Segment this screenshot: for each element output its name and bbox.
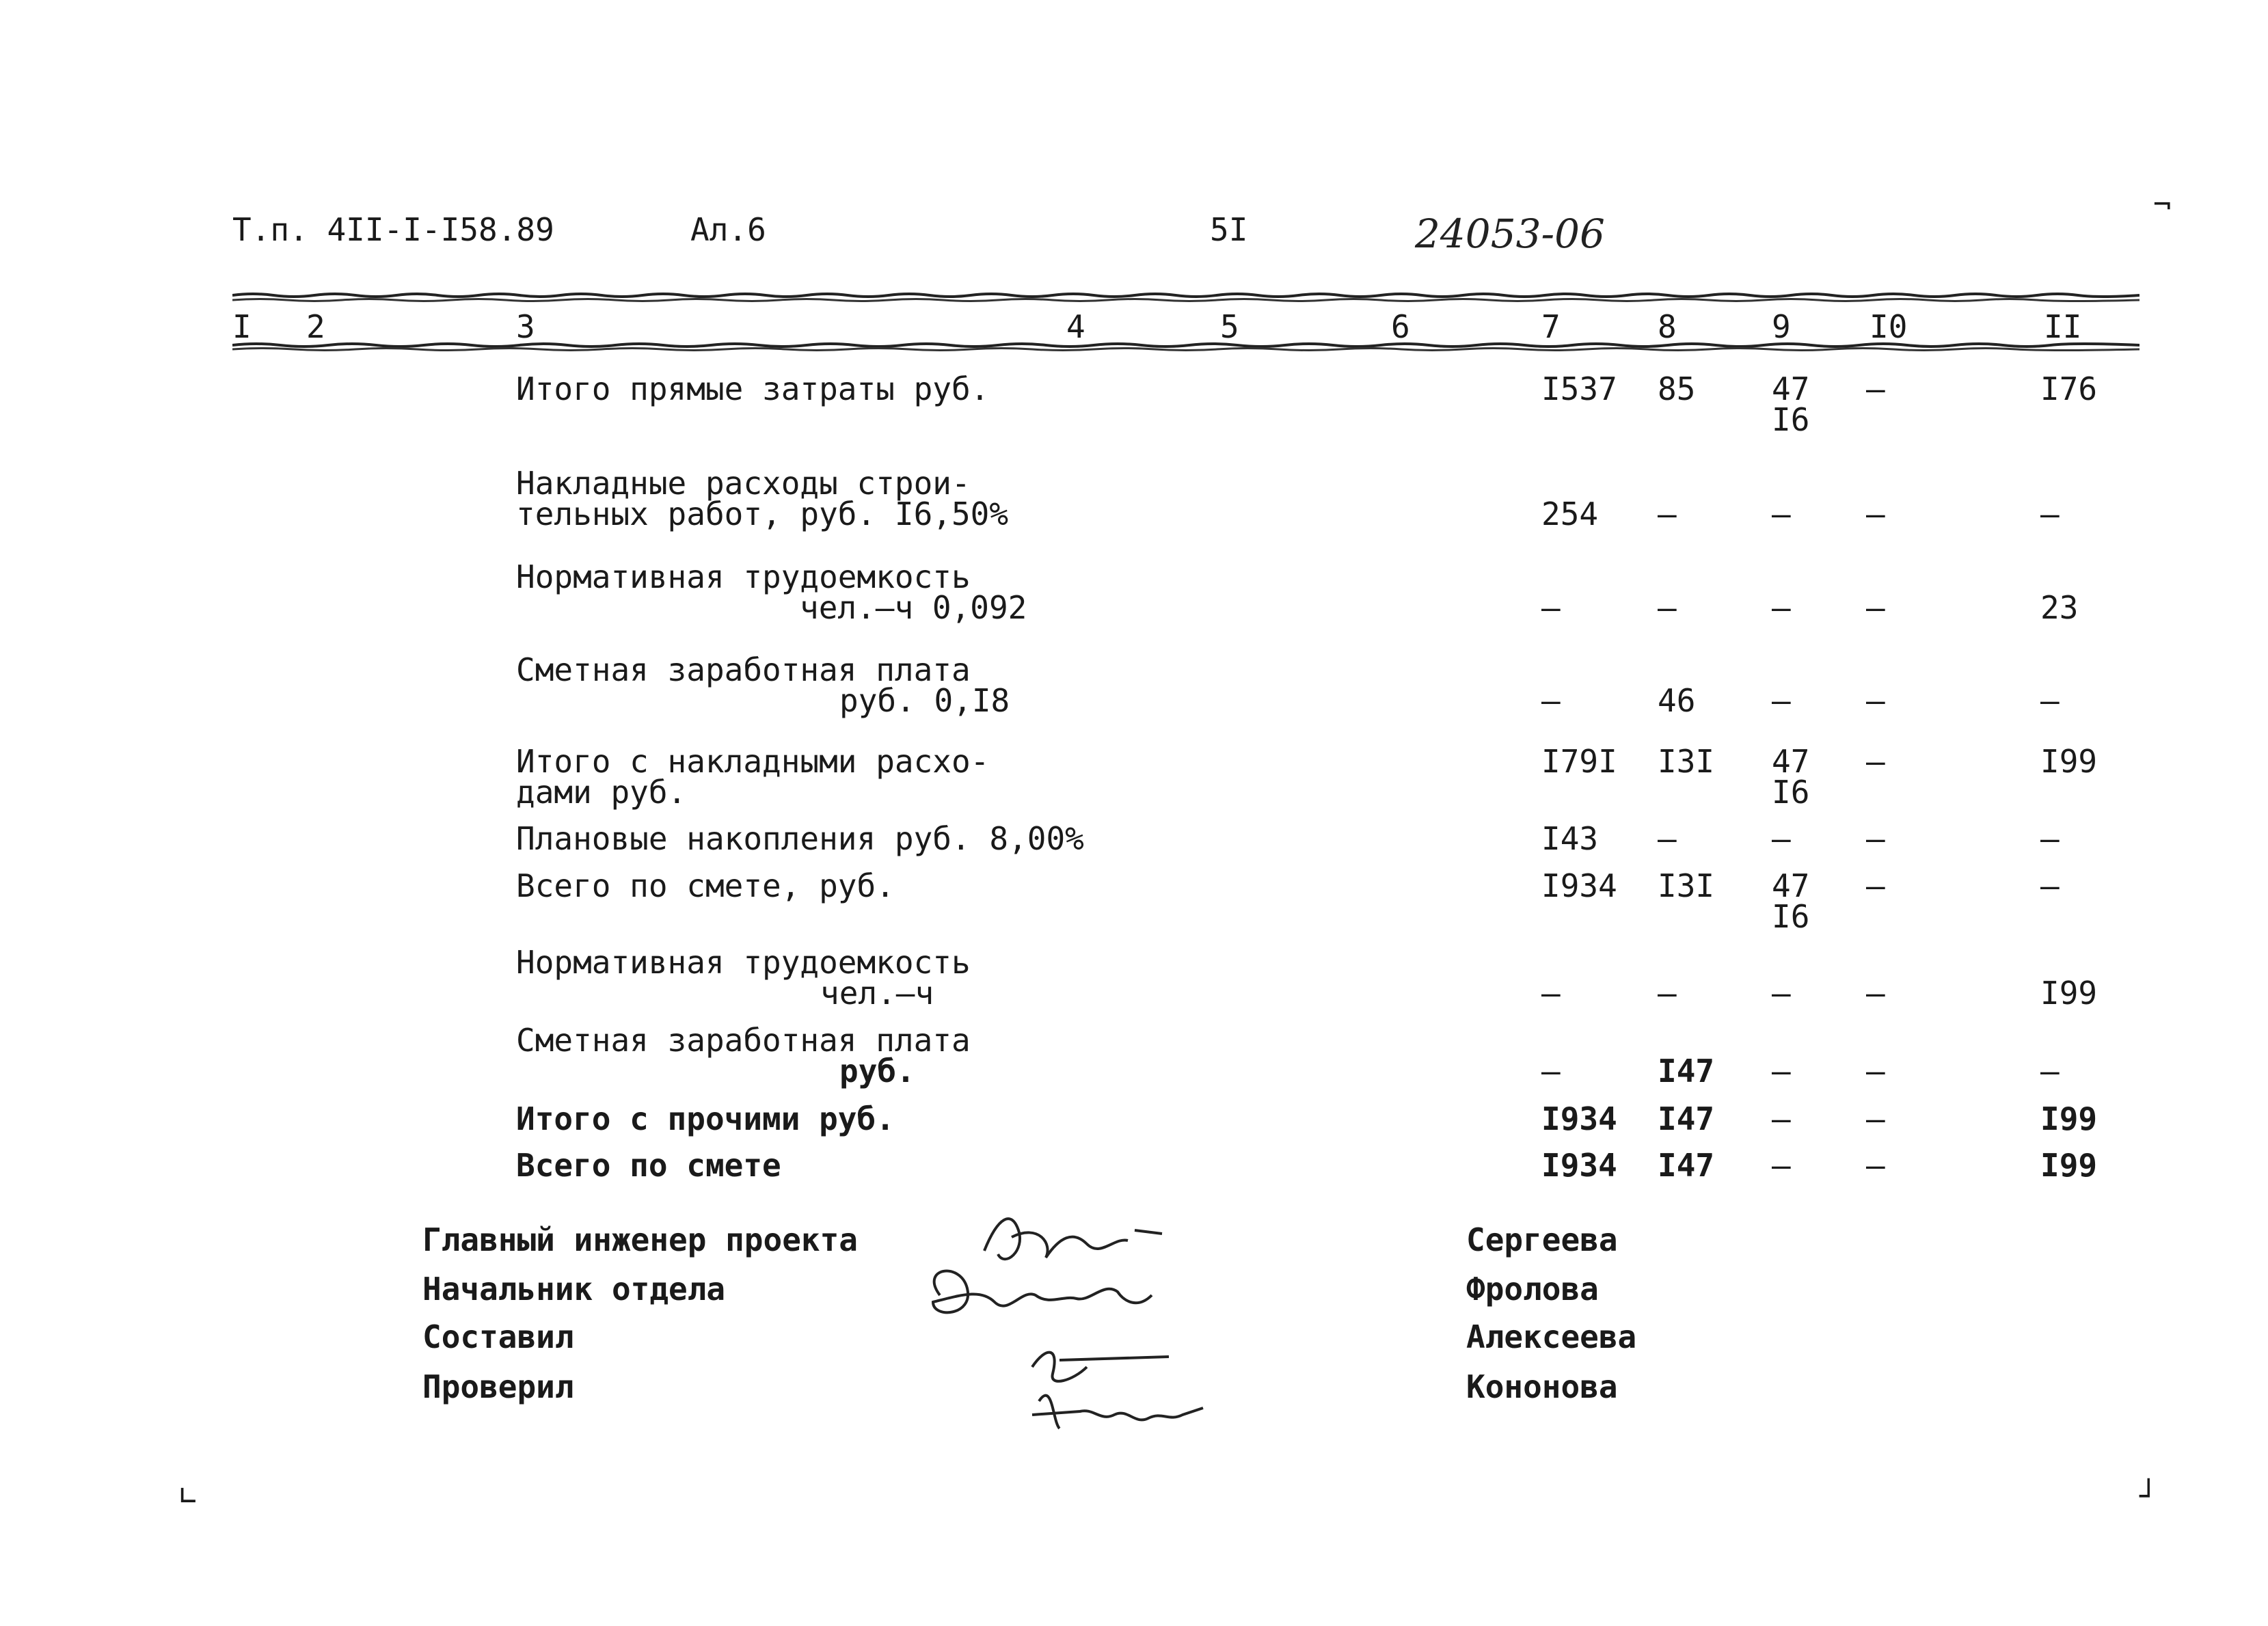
signature-name: Фролова xyxy=(1466,1271,1599,1307)
doc-reference: Т.п. 4II-I-I58.89 xyxy=(232,211,554,248)
signature-role: Начальник отдела xyxy=(422,1271,726,1307)
row-label-second: чел.–ч xyxy=(820,975,934,1012)
row-label: Накладные расходы строи- xyxy=(516,465,971,502)
cell-c11: I99 xyxy=(2040,743,2098,780)
signature-name: Сергеева xyxy=(1466,1221,1618,1258)
row-label-second: чел.–ч 0,092 xyxy=(800,589,1027,626)
cell-c10: – xyxy=(1866,682,1885,719)
handwritten-signature-2 xyxy=(919,1254,1165,1329)
cell-c7: I934 xyxy=(1541,1100,1617,1137)
cell-c11: I99 xyxy=(2040,1147,2098,1184)
signature-role: Составил xyxy=(422,1318,574,1355)
cell-c10: – xyxy=(1866,370,1885,407)
column-header-5: 5 xyxy=(1220,308,1239,345)
page-number: 5I xyxy=(1210,211,1248,248)
column-header-2: 2 xyxy=(306,308,325,345)
cell-c10: – xyxy=(1866,743,1885,780)
cell-c10: – xyxy=(1866,1147,1885,1184)
cell-c7: – xyxy=(1541,975,1561,1012)
cell-c11: – xyxy=(2040,820,2060,857)
cell-c11: I99 xyxy=(2040,1100,2098,1137)
cell-c8: I47 xyxy=(1658,1147,1715,1184)
row-label: Итого с прочими руб. xyxy=(516,1100,895,1137)
signature-name: Кононова xyxy=(1466,1368,1618,1405)
row-label: Плановые накопления руб. 8,00% xyxy=(516,820,1084,857)
cell-c9-second: I6 xyxy=(1772,774,1810,811)
row-label: Сметная заработная плата xyxy=(516,651,971,688)
cell-c10: – xyxy=(1866,1053,1885,1089)
cell-c11: – xyxy=(2040,682,2060,719)
signature-role: Проверил xyxy=(422,1368,574,1405)
cell-c8: – xyxy=(1658,589,1677,626)
row-label-second: руб. 0,I8 xyxy=(839,682,1010,719)
column-header-8: 8 xyxy=(1658,308,1677,345)
cell-c9: – xyxy=(1772,820,1791,857)
row-label-second: руб. xyxy=(839,1053,915,1089)
cell-c8: – xyxy=(1658,975,1677,1012)
cell-c11: – xyxy=(2040,496,2060,532)
cell-c9: – xyxy=(1772,1147,1791,1184)
signature-role: Главный инженер проекта xyxy=(422,1221,858,1258)
album-label: Ал.6 xyxy=(690,211,766,248)
row-label-second: дами руб. xyxy=(516,774,687,811)
cell-c9: – xyxy=(1772,589,1791,626)
cell-c11: – xyxy=(2040,867,2060,904)
cell-c8: – xyxy=(1658,820,1677,857)
cell-c9: – xyxy=(1772,975,1791,1012)
cell-c10: – xyxy=(1866,496,1885,532)
corner-mark-bottom-right: ┘ xyxy=(2139,1479,2158,1514)
cell-c9: 47 xyxy=(1772,743,1810,780)
cell-c7: I934 xyxy=(1541,867,1617,904)
cell-c7: – xyxy=(1541,682,1561,719)
cell-c9: – xyxy=(1772,496,1791,532)
cell-c8: 85 xyxy=(1658,370,1696,407)
cell-c7: – xyxy=(1541,1053,1561,1089)
row-label: Итого прямые затраты руб. xyxy=(516,370,990,407)
column-header-6: 6 xyxy=(1391,308,1410,345)
cell-c10: – xyxy=(1866,820,1885,857)
cell-c7: I537 xyxy=(1541,370,1617,407)
column-header-7: 7 xyxy=(1541,308,1561,345)
cell-c11: – xyxy=(2040,1053,2060,1089)
cell-c8: I47 xyxy=(1658,1053,1715,1089)
cell-c7: I43 xyxy=(1541,820,1599,857)
cell-c9-second: I6 xyxy=(1772,898,1810,935)
row-label: Сметная заработная плата xyxy=(516,1022,971,1059)
corner-mark-top-right: ¬ xyxy=(2153,187,2172,222)
signature-name: Алексеева xyxy=(1466,1318,1637,1355)
row-label: Итого с накладными расхо- xyxy=(516,743,990,780)
cell-c7: I79I xyxy=(1541,743,1617,780)
cell-c8: I3I xyxy=(1658,743,1715,780)
cell-c9: – xyxy=(1772,1100,1791,1137)
cell-c8: 46 xyxy=(1658,682,1696,719)
cell-c8: – xyxy=(1658,496,1677,532)
cell-c10: – xyxy=(1866,1100,1885,1137)
column-header-10: I0 xyxy=(1869,308,1908,345)
column-header-1: I xyxy=(232,308,252,345)
cell-c10: – xyxy=(1866,867,1885,904)
cell-c9: 47 xyxy=(1772,867,1810,904)
cell-c7: I934 xyxy=(1541,1147,1617,1184)
cell-c8: I47 xyxy=(1658,1100,1715,1137)
cell-c9: – xyxy=(1772,1053,1791,1089)
cell-c11: 23 xyxy=(2040,589,2079,626)
row-label-second: тельных работ, руб. I6,50% xyxy=(516,496,1009,532)
header-rule-bottom xyxy=(232,342,2139,351)
corner-mark-bottom-left: ∟ xyxy=(179,1479,198,1514)
cell-c9: – xyxy=(1772,682,1791,719)
row-label: Нормативная трудоемкость xyxy=(516,558,971,595)
column-header-11: II xyxy=(2044,308,2082,345)
cell-c7: 254 xyxy=(1541,496,1599,532)
cell-c11: I76 xyxy=(2040,370,2098,407)
cell-c9: 47 xyxy=(1772,370,1810,407)
column-header-3: 3 xyxy=(516,308,535,345)
cell-c11: I99 xyxy=(2040,975,2098,1012)
cell-c10: – xyxy=(1866,975,1885,1012)
row-label: Всего по смете xyxy=(516,1147,781,1184)
header-rule-top xyxy=(232,293,2139,302)
column-header-9: 9 xyxy=(1772,308,1791,345)
handwritten-signature-3 xyxy=(1018,1340,1237,1442)
column-header-4: 4 xyxy=(1066,308,1085,345)
cell-c7: – xyxy=(1541,589,1561,626)
row-label: Нормативная трудоемкость xyxy=(516,944,971,981)
row-label: Всего по смете, руб. xyxy=(516,867,895,904)
inventory-number: 24053-06 xyxy=(1415,211,1605,257)
cell-c8: I3I xyxy=(1658,867,1715,904)
cell-c10: – xyxy=(1866,589,1885,626)
cell-c9-second: I6 xyxy=(1772,401,1810,438)
